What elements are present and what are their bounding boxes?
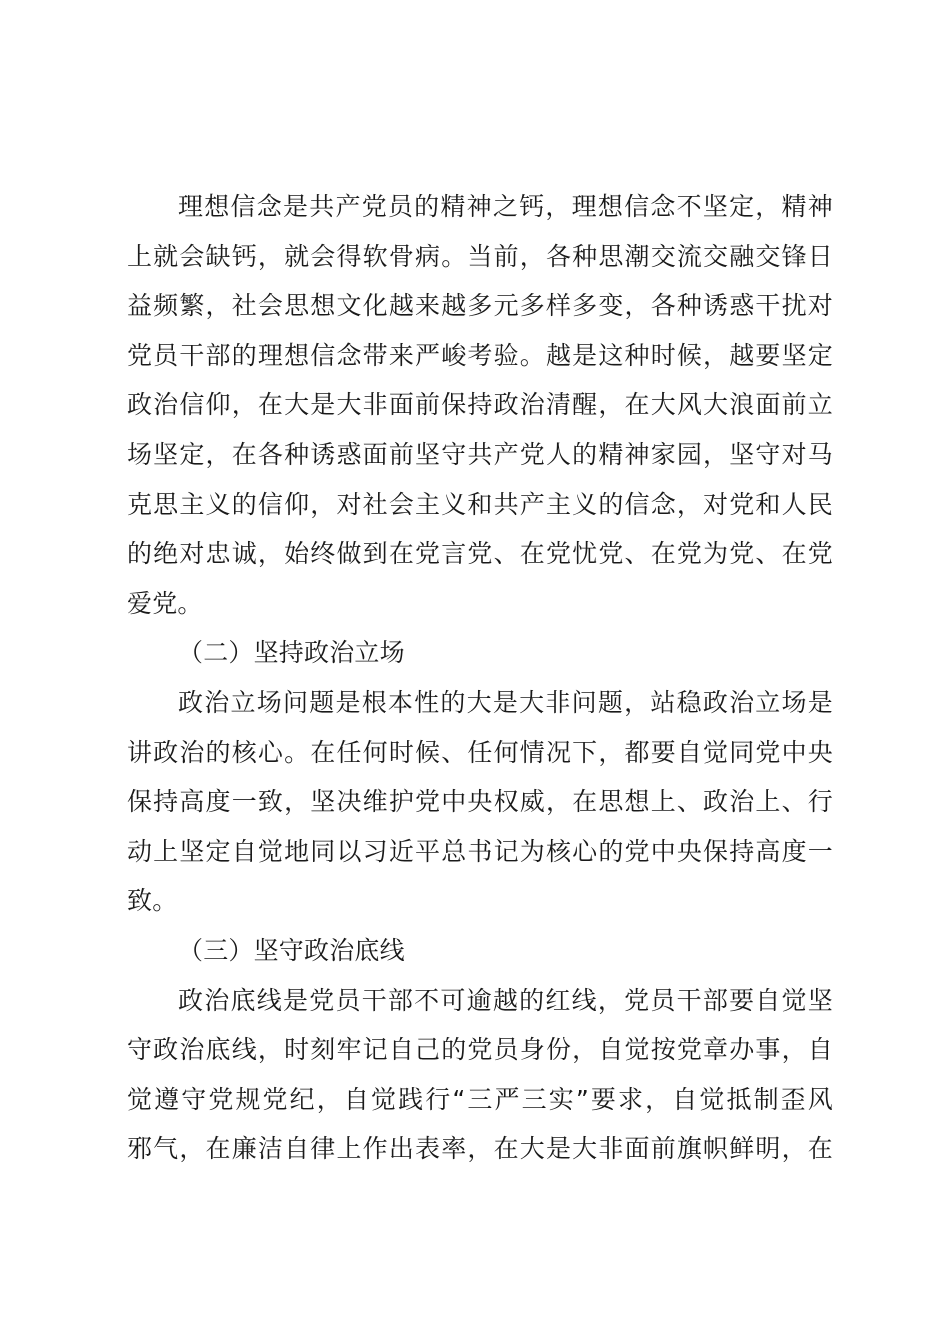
paragraph-2-line-2: 讲政治的核心。在任何时候、任何情况下，都要自觉同党中央 — [127, 737, 833, 767]
paragraph-3-line-2: 守政治底线，时刻牢记自己的党员身份，自觉按党章办事，自 — [127, 1035, 833, 1065]
paragraph-1-line-6: 场坚定，在各种诱惑面前坚守共产党人的精神家园，坚守对马 — [127, 439, 833, 469]
paragraph-1-line-7: 克思主义的信仰，对社会主义和共产主义的信念，对党和人民 — [127, 489, 833, 519]
paragraph-3-line-4: 邪气，在廉洁自律上作出表率，在大是大非面前旗帜鲜明，在 — [127, 1134, 833, 1164]
document-body — [127, 182, 833, 1174]
paragraph-3-line-1: 政治底线是党员干部不可逾越的红线，党员干部要自觉坚 — [178, 985, 833, 1015]
paragraph-1-line-2: 上就会缺钙，就会得软骨病。当前，各种思潮交流交融交锋日 — [127, 241, 833, 271]
paragraph-2-line-3: 保持高度一致，坚决维护党中央权威，在思想上、政治上、行 — [127, 787, 833, 817]
paragraph-1-line-5: 政治信仰，在大是大非面前保持政治清醒，在大风大浪面前立 — [127, 390, 833, 420]
paragraph-1-line-9: 爱党。 — [127, 588, 203, 618]
section-heading-2: （二）坚持政治立场 — [178, 638, 405, 668]
paragraph-1-line-3: 益频繁，社会思想文化越来越多元多样多变，各种诱惑干扰对 — [127, 291, 833, 321]
paragraph-1-line-8: 的绝对忠诚，始终做到在党言党、在党忧党、在党为党、在党 — [127, 539, 833, 569]
paragraph-2-line-1: 政治立场问题是根本性的大是大非问题，站稳政治立场是 — [178, 687, 833, 717]
paragraph-1-line-4: 党员干部的理想信念带来严峻考验。越是这种时候，越要坚定 — [127, 340, 833, 370]
paragraph-2-line-4: 动上坚定自觉地同以习近平总书记为核心的党中央保持高度一 — [127, 836, 833, 866]
paragraph-3-line-3: 觉遵守党规党纪，自觉践行“三严三实”要求，自觉抵制歪风 — [127, 1084, 833, 1114]
paragraph-2-line-5: 致。 — [127, 886, 178, 916]
section-heading-3: （三）坚守政治底线 — [178, 935, 405, 965]
paragraph-1-line-1: 理想信念是共产党员的精神之钙，理想信念不坚定，精神 — [178, 192, 833, 221]
